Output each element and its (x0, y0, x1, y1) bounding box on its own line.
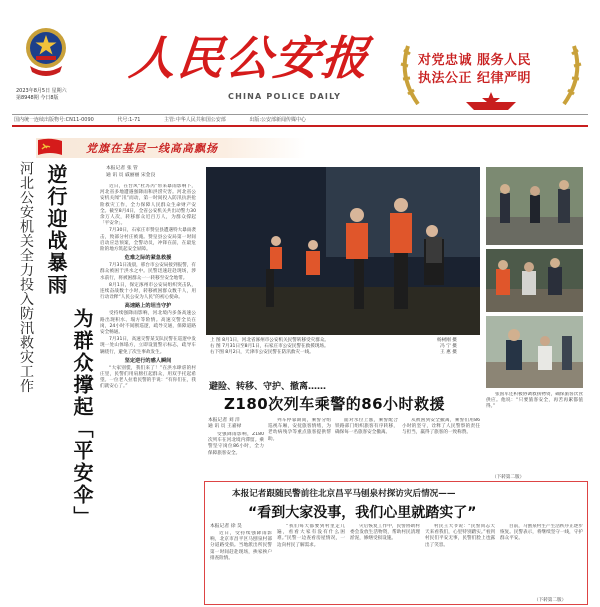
police-emblem-icon (22, 26, 70, 76)
motto-line-1: 对党忠诚 服务人民 (418, 53, 532, 68)
photo-caption: 上 图 8月1日，河北省涿州市公安机关民警转移受灾群众。 右 图 7月31日至8月1日，石家庄市公安民警在救援现场。 右下图 8月2日，天津市公安民警在防汛救灾一线。 (210, 338, 330, 355)
subheading: 高速路上的坦当守护 (124, 303, 172, 310)
middle-column-1 (208, 432, 264, 480)
postal-line: 代号:1-71 (117, 117, 141, 123)
evacuation-image (486, 316, 583, 388)
paragraph: 8月1日，保定涿州市公安局组织突击队，连续奋战数十小时，转移被困群众数千人，用行动诠释“人民公安为人民”的初心使命。 (100, 282, 196, 301)
middle-byline: 本报记者 刘 洋 通 讯 员 王嘉禄 (208, 418, 242, 430)
masthead-rule (12, 114, 588, 115)
sponsor-line: 主管:中华人民共和国公安部 (164, 117, 226, 123)
paragraph: 7月30日，石家庄市赞皇县遭遇特大暴雨袭击，致部分村庄被淹。赞皇县公安局第一时间启动应急预案，全警动员，冲锋在前，在最危险的地方筑起安全屏障。 (100, 228, 196, 253)
lead-body (100, 184, 196, 604)
boxed-story-headline: “看到大家没事，我们心里就踏实了” (248, 505, 477, 521)
jump-line: （下转第二版） (492, 475, 525, 480)
date-line: 2023年8月5日 星期六 (16, 88, 67, 94)
rescue-scene-image (206, 167, 480, 335)
paragraph: 近日，在台风“杜苏芮”带来暴雨影响下，河北省多地遭遇强降雨和洪涝灾害。河北省公安机关闻“汛”而动，第一时间投入防汛抗洪抢险救灾工作，全力保障人民群众生命财产安全。截至8月4日，全省公安机关共出动警力30余万人次，转移群众近百万人，为群众撑起「平安伞」。 (100, 184, 196, 227)
paragraph: “大家别慌，我们来了！”在洪水肆虐的村庄里，民警们用肩膀扛起群众，用双手托起希望。一位老人拉着民警的手说：“有你们在，我们就安心了。” (100, 365, 196, 390)
rescue-team-image (486, 249, 583, 312)
paragraph: 列车停靠期间，乘警分组巡视车厢，安抚旅客情绪，为老幼病残孕等重点旅客提供帮助。 (268, 418, 331, 442)
column-banner-text: 党旗在基层一线高高飘扬 (86, 142, 218, 155)
paragraph: “我们每天都要到村里走几遍，看看大家有没有什么困难。”民警一边查看房屋情况，一边向村民了解需求。 (277, 524, 345, 548)
masthead (0, 0, 600, 123)
boxed-column-3 (350, 524, 420, 603)
middle-kicker: 避险、转移、守护、撤离…… (209, 382, 327, 392)
motto-line-2: 执法公正 纪律严明 (418, 71, 532, 86)
paragraph: 7月31日凌晨，邢台市公安局接到报警，有群众被困于洪水之中。民警迅速赶赴现场，涉水前行，将被困群众一一转移至安全地带。 (100, 263, 196, 281)
party-flag-icon (36, 138, 64, 158)
publication-strip (14, 116, 589, 123)
issue-info (16, 88, 67, 102)
paragraph: 面对水位上涨，乘警配合铁路部门组织旅客有序转移，确保每一名旅客安全撤离。 (335, 418, 398, 436)
issue-line: 第8948期 今日8版 (16, 95, 59, 101)
paragraph: 目前，马刨泉村生产生活秩序正逐步恢复。民警表示，将继续坚守一线，守护群众平安。 (500, 524, 583, 542)
lead-byline: 本报记者 张 管 通 讯 员 戚丽丽 宋金良 (106, 166, 156, 178)
paragraph: 村民王大爷说：“民警同志天天来看我们，心里特别踏实。”看到村民们平安无事，民警们脸上也露出了笑容。 (425, 524, 495, 548)
paragraph: 张国军还积极协调救援物资，确保旅客饮食供应。他说：“只要旅客安全，再苦再累都值得。” (486, 392, 583, 410)
flood-street-image (486, 167, 583, 245)
jump-line: （下转第二版） (534, 598, 567, 603)
main-photo (206, 167, 480, 335)
side-photo-1 (486, 167, 583, 245)
side-photo-2 (486, 249, 583, 312)
boxed-story-kicker: 本报记者跟随民警前往北京昌平马刨泉村探访灾后情况—— (232, 489, 456, 499)
boxed-column-1 (210, 531, 272, 603)
subheading: 危难之际的紧急救援 (124, 255, 172, 262)
paragraph: 7月31日，高速交警某支队民警在巡逻中发现一处山体塌方，立即设置警示标志，疏导车辆绕行，避免了次生事故发生。 (100, 337, 196, 355)
boxed-column-4 (425, 524, 495, 603)
paragraph: 从被困到安全撤离，乘警们用86小时的坚守，诠释了人民警察的责任与担当，赢得了旅客的一致称赞。 (402, 418, 480, 436)
boxed-story-byline: 本报记者 徐 昊 (210, 524, 242, 529)
newspaper-title: 人民公安报 (126, 31, 373, 85)
paragraph: 近日，受持续强降雨影响，北京市昌平区马刨泉村部分道路受损。当地派出所民警第一时间赶赴现场，挨家挨户排查险情。 (210, 531, 272, 561)
code-line: 国内统一连续出版物号:CN11-0090 (14, 117, 94, 123)
boxed-column-5 (500, 524, 583, 603)
middle-headline: Z180次列车乘警的86小时救援 (224, 395, 446, 413)
paragraph: 受强降雨影响，Z180次列车在河北境内滞留。乘警坚守岗位86小时，全力保障旅客安全。 (208, 432, 264, 456)
column-banner (36, 138, 306, 158)
newspaper-title-english: CHINA POLICE DAILY (228, 92, 342, 101)
publisher-line: 出版:公安部新闻传媒中心 (249, 117, 307, 123)
middle-column-2 (268, 418, 331, 480)
middle-column-4 (402, 418, 480, 480)
masthead-red-rule (12, 125, 588, 127)
side-photo-3 (486, 316, 583, 388)
lead-kicker: 河北公安机关全力投入防汛救灾工作 (18, 161, 34, 393)
boxed-column-2 (277, 524, 345, 603)
photo-credit: 杨树刚 摄 冯 宁 摄 王 惠 摄 (437, 338, 457, 355)
middle-column-5 (486, 392, 583, 480)
lead-headline-1: 逆行迎战暴雨 (44, 164, 68, 296)
middle-column-3 (335, 418, 398, 480)
subheading: 坚定逆行的感人瞬间 (124, 357, 172, 364)
lead-headline-2: 为群众撑起「平安伞」 (70, 308, 94, 528)
paragraph: 灾后恢复工作中，民警协助村委会发放生活物资，帮助村民清理淤泥，修缮受损设施。 (350, 524, 420, 542)
paragraph: 受持续强降雨影响，河北境内多条高速公路出现积水、塌方等险情。高速交警全员在岗，24小时不间断巡逻，疏导交通，保障道路安全畅通。 (100, 311, 196, 336)
